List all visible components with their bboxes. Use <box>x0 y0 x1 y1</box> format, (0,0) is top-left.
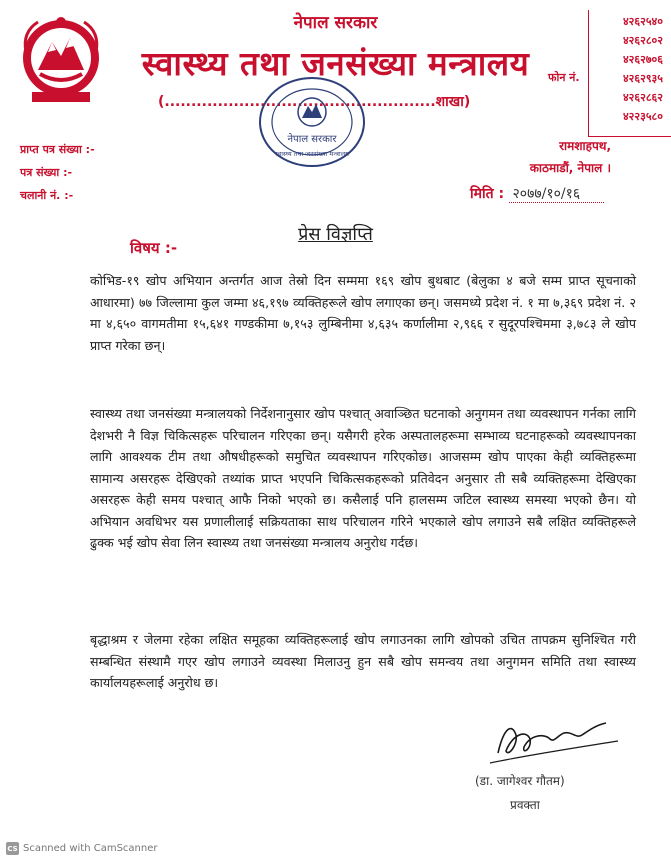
dispatch-no-label: चलानी नं. :- <box>20 189 74 202</box>
address-line: काठमाडौं, नेपाल । <box>529 161 611 175</box>
date-label: मिति : <box>470 186 505 202</box>
signatory-name: (डा. जागेश्वर गौतम) <box>475 774 565 788</box>
camscanner-icon: CS <box>6 842 19 855</box>
phone-number: ४२६२५४० <box>622 15 663 28</box>
letter-no-label: पत्र संख्या :- <box>20 166 73 179</box>
reference-labels <box>20 138 95 207</box>
phone-number: ४२६२९३५ <box>622 72 663 85</box>
received-letter-no-label: प्राप्त पत्र संख्या :- <box>20 143 95 156</box>
body-paragraph: बृद्धाश्रम र जेलमा रहेका लक्षित समूहका व्यक्तिहरूलाई खोप लगाउनका लागि खोपको उचित तापक्रम सुनिश्चित गरी सम्बन्धित संस्थामै गएर खोप लगाउने व्यवस्था मिलाउनु हुन सबै खोप समन्वय तथा अनुगमन समिति तथा स्वास्थ्य कार्यालयहरूलाई अनुरोध छ। <box>90 632 636 690</box>
address <box>530 135 611 179</box>
phone-number: ४२६२८०२ <box>622 34 663 47</box>
phone-label: फोन नं. <box>548 71 580 84</box>
ministry-heading: स्वास्थ्य तथा जनसंख्या मन्त्रालय <box>141 44 530 83</box>
phone-number: ४२२३५८० <box>622 110 663 123</box>
body-paragraph: कोभिड-१९ खोप अभियान अन्तर्गत आज तेस्रो दिन सम्ममा १६९ खोप बुथबाट (बेलुका ४ बजे सम्म प्राप्त सूचनाको आधारमा) ७७ जिल्लामा कुल जम्मा ४६,१९७ व्यक्तिहरूले खोप लगाएका छन्। जसमध्ये प्रदेश नं. १ मा ७,३६९ प्रदेश नं. २ मा ४,६५० वागमतीमा १५,६४१ गण्डकीमा ७,१५३ लुम्बिनीमा ४,६३५ कर्णालीमा २,९६६ र सुदूरपश्चिममा ३,७८३ ले खोप प्राप्त गरेका छन्। <box>90 273 636 353</box>
scanner-label: Scanned with CamScanner <box>23 843 158 854</box>
phone-number: ४२६२७०६ <box>622 53 663 66</box>
subject-label: विषय :- <box>130 239 178 257</box>
stamp-top-text: नेपाल सरकार <box>287 134 337 145</box>
document-title: प्रेस विज्ञप्ति <box>298 224 373 245</box>
signatory-role: प्रवक्ता <box>510 798 540 812</box>
phone-number: ४२६२८६२ <box>622 91 663 104</box>
address-line: रामशाहपथ, <box>559 139 611 153</box>
stamp-bottom-text: स्वास्थ्य तथा जनसंख्या मन्त्रालय <box>275 150 349 158</box>
signature-icon <box>478 705 628 775</box>
body-paragraph: स्वास्थ्य तथा जनसंख्या मन्त्रालयको निर्देशनानुसार खोप पश्चात् अवाञ्छित घटनाको अनुगमन तथा व्यवस्थापन गर्नका लागि देशभरी नै विज्ञ चिकित्सहरू परिचालन गरिएका छन्। यसैगरी हरेक अस्पतालहरूमा सम्भाव्य घटनाहरूको व्यवस्थापनका लागि आवश्यक टीम तथा औषधीहरूको समुचित व्यवस्थापन गरिएकोछ। आजसम्म खोप पाएका केही व्यक्तिहरूमा सामान्य असरहरू देखिएको तथ्यांक प्राप्त भएपनि चिकित्सकहरूको प्रतिवेदन अनुसार ती सबै व्यक्तिहरूमा देखिएका असरहरू केही समय पश्चात् आफै निको भएको छ। कसैलाई पनि हालसम्म जटिल स्वास्थ्य समस्या भएको छैन। यो अभियान अवधिभर यस प्रणालीलाई सक्रियताका साथ परिचालन गरिने भएकाले खोप लगाउने सबै लक्षित व्यक्तिहरूले ढुक्क भई खोप सेवा लिन स्वास्थ्य तथा जनसंख्या मन्त्रालय अनुरोध गर्दछ। <box>90 406 636 550</box>
phone-list <box>593 12 663 126</box>
scanner-watermark <box>6 842 158 855</box>
office-stamp-icon <box>256 72 368 172</box>
branch-line: (...................................................शाखा) <box>158 94 471 110</box>
date-value: २०७७/१०/१६ <box>509 186 605 203</box>
date-field <box>470 184 645 203</box>
government-heading: नेपाल सरकार <box>293 13 378 33</box>
